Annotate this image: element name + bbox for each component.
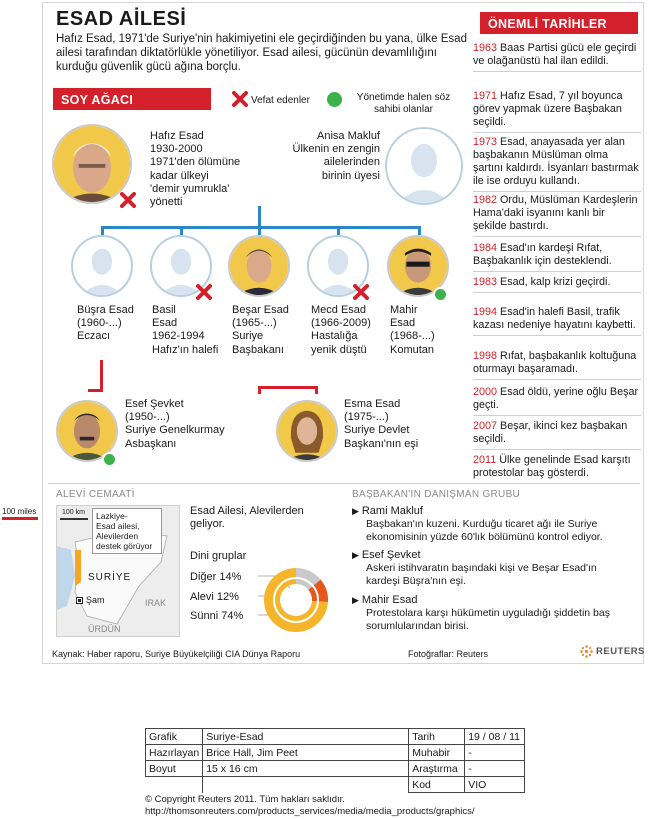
child-info-3: Beşar Esad (1965-...) Suriye Başbakanı bbox=[232, 304, 289, 356]
timeline-event: 1973 Esad, anayasada yer alan başbakanın Müslüman olma şartını kaldırdı. İsyanları bastırmak ile ise orduyu kullandı. bbox=[473, 136, 641, 192]
meta-value: Brice Hall, Jim Peet bbox=[203, 745, 409, 761]
busra-esad-photo bbox=[71, 235, 133, 297]
mecd-deceased-icon bbox=[353, 284, 369, 300]
timeline-event: 1998 Rıfat, başbakanlık koltuğuna oturmayı başaramadı. bbox=[473, 350, 641, 380]
hafiz-esad-info: Hafız Esad 1930-2000 1971'den ölümüne kadar ülkeyi 'demir yumrukla' yönetti bbox=[150, 130, 241, 209]
source-note: Kaynak: Haber raporu, Suriye Büyükelçiliği CIA Dünya Raporu bbox=[52, 649, 301, 659]
meta-label: Grafik bbox=[146, 729, 203, 745]
map-scale-bar bbox=[60, 518, 88, 520]
esef-alive-icon bbox=[102, 452, 117, 467]
meta-empty bbox=[203, 777, 409, 793]
intro-text: Hafız Esad, 1971'de Suriye'nin hakimiyetini ele geçirdiğinden bu yana, ülke Esad ailesi tarafından diktatörlükle yönetiliyor. Esad ailesi, gücünün devamlılığını kurduğu güvenlik gücü ağına borçlu. bbox=[56, 33, 467, 73]
reuters-dots-icon bbox=[580, 645, 593, 658]
esef-sevket-info: Esef Şevket (1950-...) Suriye Genelkurmay Asbaşkanı bbox=[125, 398, 225, 450]
alive-legend-label: Yönetimde halen söz sahibi olanlar bbox=[356, 92, 451, 115]
religious-groups-title: Dini gruplar bbox=[190, 550, 247, 562]
meta-value: VIO bbox=[465, 777, 525, 793]
mahir-alive-icon bbox=[433, 287, 448, 302]
deceased-legend-icon bbox=[232, 91, 248, 107]
meta-empty bbox=[146, 777, 203, 793]
section-divider bbox=[48, 483, 640, 484]
tree-connector-horizontal bbox=[101, 226, 421, 229]
tree-drop-4 bbox=[337, 226, 340, 235]
tree-drop-3 bbox=[258, 226, 261, 235]
esma-esad-photo bbox=[276, 400, 338, 462]
meta-label: Hazırlayan bbox=[146, 745, 203, 761]
advisor-item: ▶ Esef Şevket Askeri istihvaratın başındaki kişi ve Beşar Esad'ın kardeşi Büşra'nın eşi. bbox=[352, 549, 597, 587]
products-url[interactable]: http://thomsonreuters.com/products_services/media/media_products/graphics/ bbox=[145, 806, 475, 817]
meta-value: - bbox=[465, 745, 525, 761]
photo-credit: Fotoğraflar: Reuters bbox=[408, 649, 489, 659]
meta-label: Araştırma bbox=[409, 761, 465, 777]
advisor-item: ▶ Rami Makluf Başbakan'ın kuzeni. Kurduğu ticaret ağı ile Suriye ekonomisinin yüzde 60'lık bölümünü kontrol ediyor. bbox=[352, 505, 603, 543]
tree-drop-2 bbox=[180, 226, 183, 235]
scale-label-miles: 100 miles bbox=[2, 507, 37, 516]
hafiz-deceased-icon bbox=[120, 192, 136, 208]
busra-spouse-line-v bbox=[100, 360, 103, 392]
alevi-section-label: ALEVİ CEMAATİ bbox=[56, 489, 135, 500]
tree-connector-vertical bbox=[258, 206, 261, 228]
map-label-syria: SURİYE bbox=[88, 572, 132, 583]
religious-groups-donut bbox=[262, 566, 330, 634]
metadata-table bbox=[145, 728, 525, 793]
map-label-urdun: ÜRDÜN bbox=[88, 624, 121, 634]
meta-value: 19 / 08 / 11 bbox=[465, 729, 525, 745]
child-info-4: Mecd Esad (1966-2009) Hastalığa yenik düştü bbox=[311, 304, 371, 356]
timeline-event: 2011 Ülke genelinde Esad karşıtı protestolar baş gösterdi. bbox=[473, 454, 631, 479]
meta-label: Tarih bbox=[409, 729, 465, 745]
besar-spouse-line-h bbox=[258, 386, 318, 389]
meta-label: Muhabir bbox=[409, 745, 465, 761]
meta-value: 15 x 16 cm bbox=[203, 761, 409, 777]
alevi-description: Esad Ailesi, Alevilerden geliyor. bbox=[190, 505, 304, 530]
timeline-event: 1963 Baas Partisi gücü ele geçirdi ve olağanüstü hal ilan edildi. bbox=[473, 42, 641, 72]
timeline-event: 1984 Esad'ın kardeşi Rıfat, Başbakanlık için desteklendi. bbox=[473, 242, 641, 272]
timeline-event: 2000 Esad öldü, yerine oğlu Beşar geçti. bbox=[473, 386, 641, 416]
timeline-event: 2007 Beşar, ikinci kez başbakan seçildi. bbox=[473, 420, 641, 450]
timeline-event: 1971 Hafız Esad, 7 yıl boyunca görev yapmak üzere Başbakan seçildi. bbox=[473, 90, 641, 133]
alive-legend-icon bbox=[327, 92, 342, 107]
busra-spouse-line-h bbox=[88, 389, 103, 392]
reuters-wordmark: REUTERS bbox=[596, 646, 645, 657]
esma-esad-info: Esma Esad (1975-...) Suriye Devlet Başkanı'nın eşi bbox=[344, 398, 419, 450]
donut-inner-ring bbox=[274, 578, 318, 622]
group-label-diger: Diğer 14% bbox=[190, 571, 242, 583]
timeline-event: 1983 Esad, kalp krizi geçirdi. bbox=[473, 276, 641, 293]
timeline-event: 1994 Esad'in halefi Basil, trafik kazası nedeniye hayatını kaybetti. bbox=[473, 306, 641, 336]
timeline-event: 1982 Ordu, Müslüman Kardeşlerin Hama'daki isyanını kanlı bir şekilde bastırdı. bbox=[473, 194, 641, 237]
tree-drop-1 bbox=[101, 226, 104, 235]
map-capital-marker bbox=[76, 597, 83, 604]
basil-deceased-icon bbox=[196, 284, 212, 300]
meta-label: Boyut bbox=[146, 761, 203, 777]
map-scale-label: 100 km bbox=[62, 509, 85, 516]
map-label-sam: Şam bbox=[86, 595, 105, 605]
anisa-makluf-info: Anisa Makluf Ülkenin en zengin ailelerinden birinin üyesi bbox=[292, 130, 380, 182]
scale-bar-miles bbox=[2, 517, 38, 520]
child-info-2: Basil Esad 1962-1994 Hafız'ın halefi bbox=[152, 304, 219, 356]
group-label-alevi: Alevi 12% bbox=[190, 591, 239, 603]
meta-value: Suriye-Esad bbox=[203, 729, 409, 745]
page-title: ESAD AİLESİ bbox=[56, 8, 187, 30]
advisor-item: ▶ Mahir Esad Protestolara karşı hükümetin uyguladığı şiddetin baş sorumlularından birisi. bbox=[352, 594, 610, 632]
meta-value: - bbox=[465, 761, 525, 777]
child-info-5: Mahir Esad (1968-...) Komutan bbox=[390, 304, 435, 356]
child-info-1: Büşra Esad (1960-...) Eczacı bbox=[77, 304, 134, 343]
tree-drop-5 bbox=[418, 226, 421, 235]
map-callout: Lazkiye- Esad ailesi, Alevilerden destek görüyor bbox=[92, 508, 162, 554]
reuters-logo bbox=[580, 645, 645, 658]
deceased-legend-label: Vefat edenler bbox=[251, 95, 310, 106]
copyright: © Copyright Reuters 2011. Tüm hakları saklıdır. http://thomsonreuters.com/products_services/media/media_products/graphics/ bbox=[145, 794, 475, 817]
map-label-irak: IRAK bbox=[145, 598, 167, 608]
besar-spouse-line-v2 bbox=[315, 386, 318, 394]
group-label-sunni: Sünni 74% bbox=[190, 610, 244, 622]
anisa-makluf-photo bbox=[385, 127, 463, 205]
advisors-section-label: BAŞBAKAN'IN DANIŞMAN GRUBU bbox=[352, 489, 521, 500]
tree-section-label: SOY AĞACI bbox=[53, 88, 211, 110]
meta-label: Kod bbox=[409, 777, 465, 793]
timeline-section-label: ÖNEMLİ TARİHLER bbox=[480, 12, 638, 34]
besar-esad-photo bbox=[228, 235, 290, 297]
